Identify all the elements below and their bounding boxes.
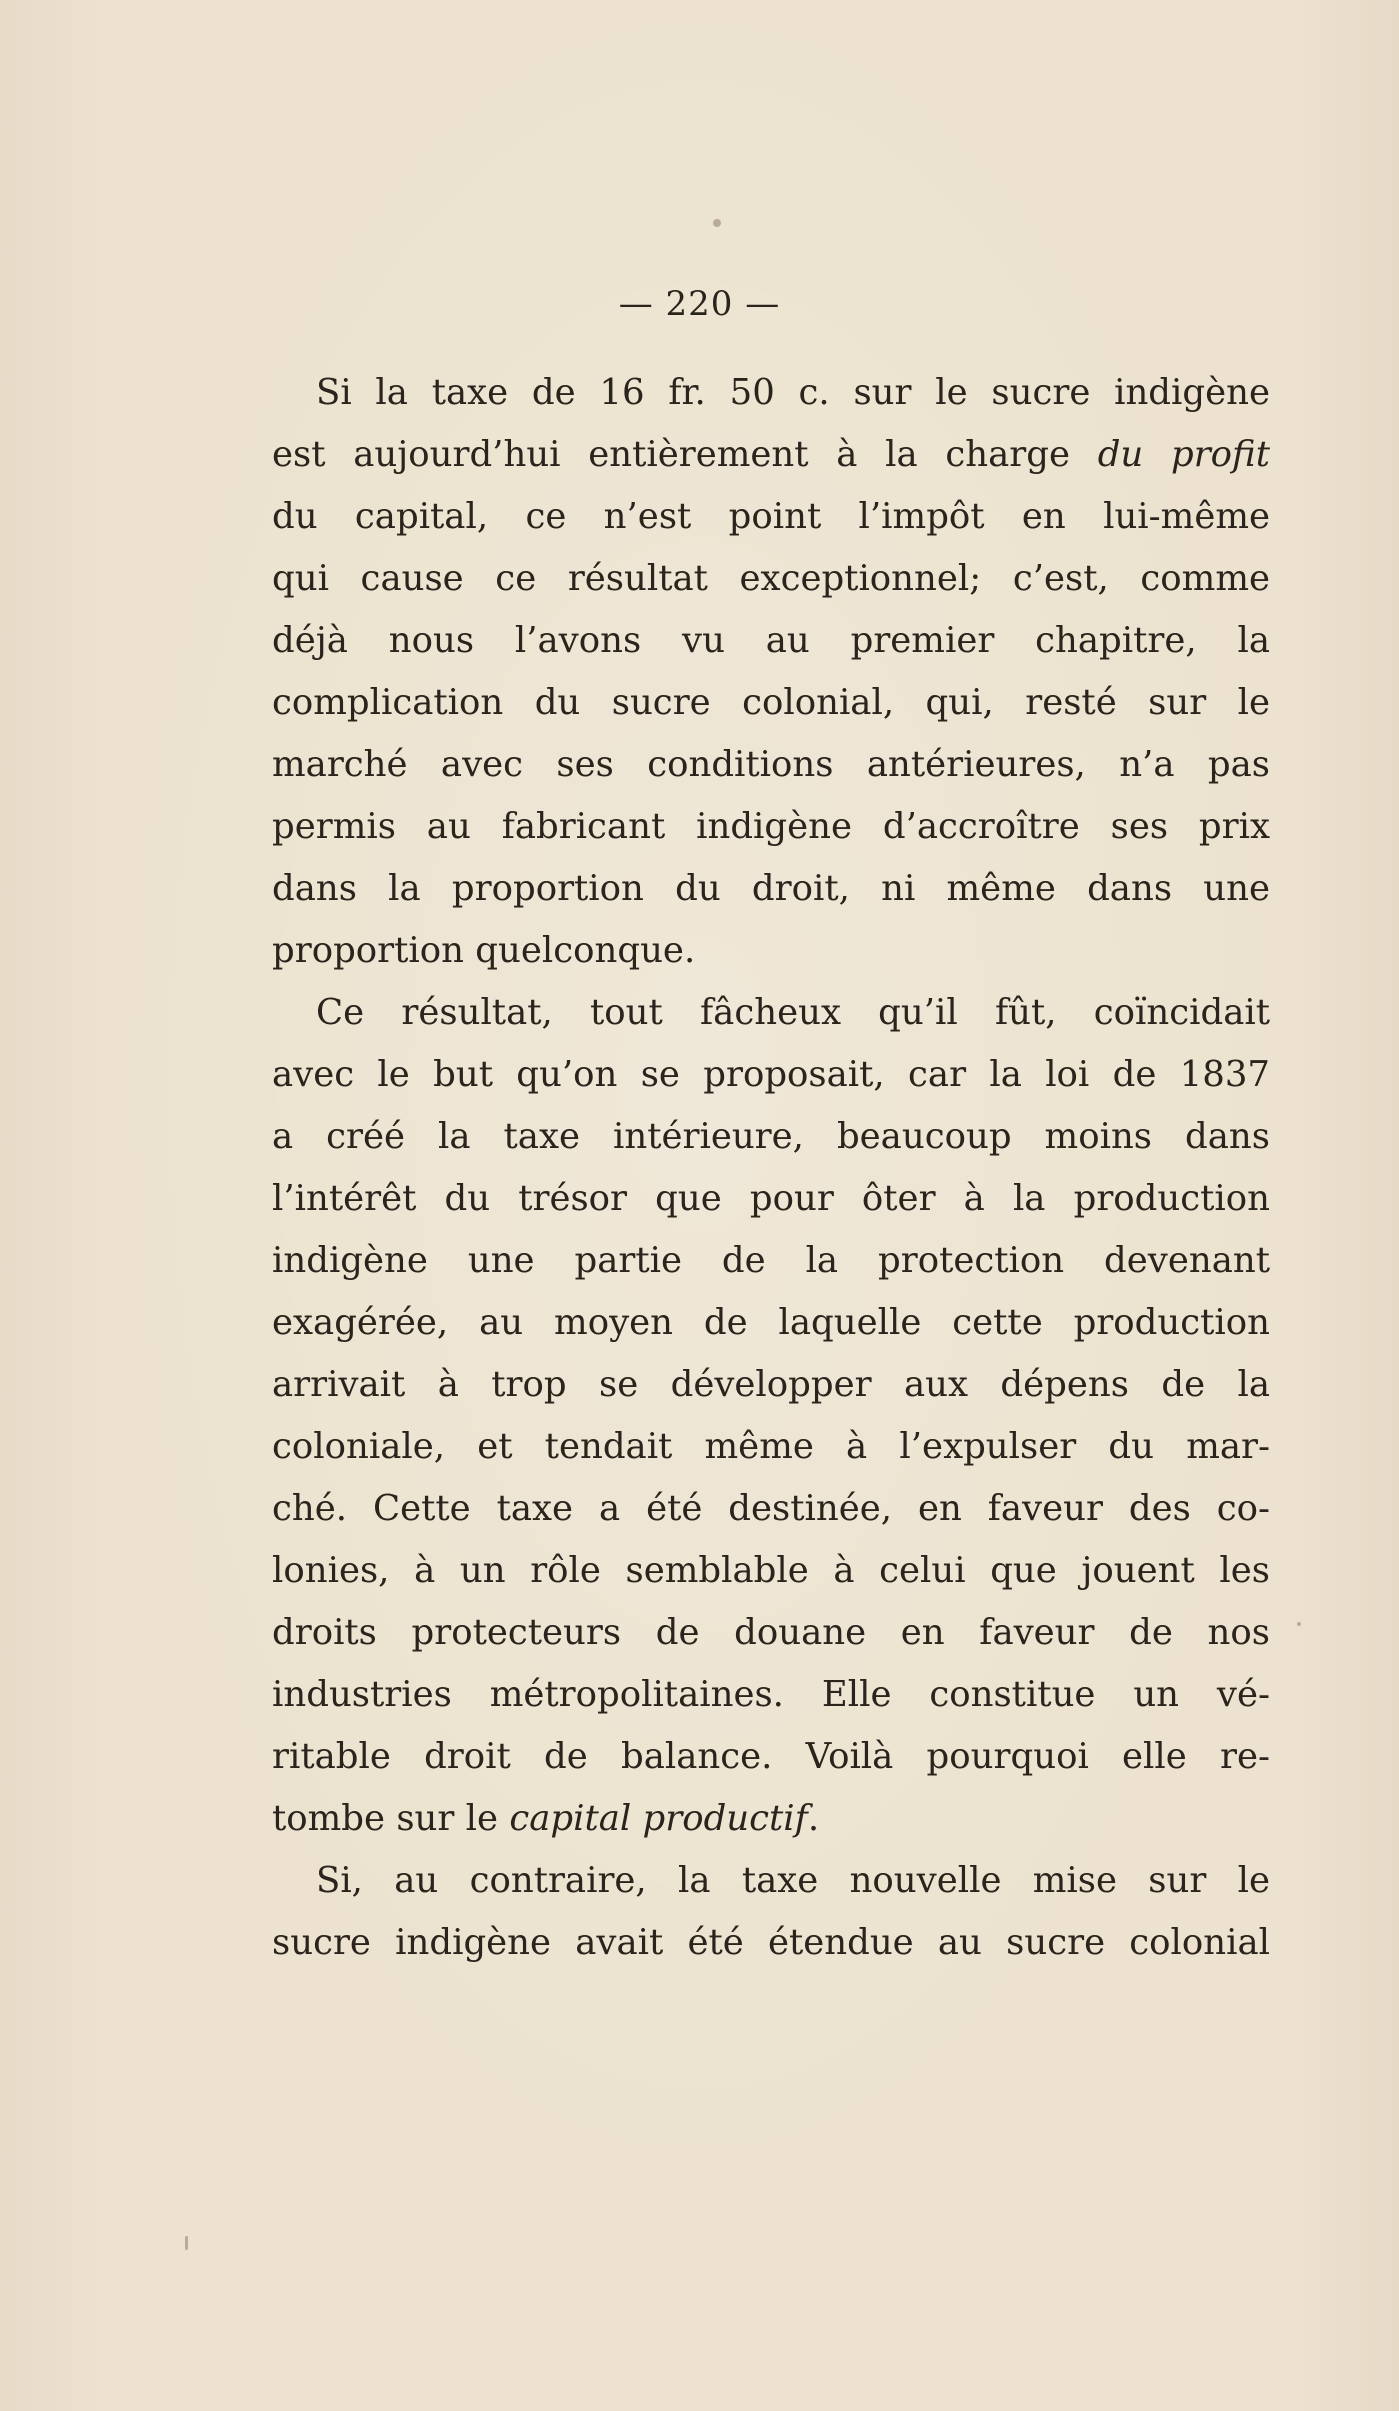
text-segment: déjà nous l’avons vu au premier chapitre, la bbox=[272, 620, 1270, 661]
body-text bbox=[272, 362, 1270, 1974]
text-segment: avec le but qu’on se proposait, car la loi de 1837 bbox=[272, 1054, 1270, 1095]
text-line bbox=[272, 982, 1270, 1044]
text-segment: industries métropolitaines. Elle constitue un vé- bbox=[272, 1674, 1270, 1715]
text-line bbox=[272, 1292, 1270, 1354]
text-segment: dans la proportion du droit, ni même dans une bbox=[272, 868, 1270, 909]
text-segment: Si, au contraire, la taxe nouvelle mise sur le bbox=[316, 1860, 1270, 1901]
text-line bbox=[272, 1354, 1270, 1416]
text-line bbox=[272, 1478, 1270, 1540]
text-segment: ché. Cette taxe a été destinée, en faveur des co- bbox=[272, 1488, 1270, 1529]
text-segment: arrivait à trop se développer aux dépens de la bbox=[272, 1364, 1270, 1405]
text-line bbox=[272, 548, 1270, 610]
text-segment: sucre indigène avait été étendue au sucre colonial bbox=[272, 1922, 1270, 1963]
text-line bbox=[272, 424, 1270, 486]
text-segment: exagérée, au moyen de laquelle cette production bbox=[272, 1302, 1270, 1343]
text-line bbox=[272, 1912, 1270, 1974]
text-segment: tombe sur le bbox=[272, 1798, 510, 1839]
text-segment: droits protecteurs de douane en faveur de nos bbox=[272, 1612, 1270, 1653]
text-line bbox=[272, 734, 1270, 796]
text-segment: est aujourd’hui entièrement à la charge bbox=[272, 434, 1098, 475]
text-line bbox=[272, 1044, 1270, 1106]
text-line bbox=[272, 858, 1270, 920]
text-line bbox=[272, 1850, 1270, 1912]
text-line bbox=[272, 1664, 1270, 1726]
text-segment: a créé la taxe intérieure, beaucoup moins dans bbox=[272, 1116, 1270, 1157]
text-line bbox=[272, 1540, 1270, 1602]
text-line bbox=[272, 1726, 1270, 1788]
paper-speck bbox=[713, 219, 721, 227]
text-line bbox=[272, 1168, 1270, 1230]
text-segment: permis au fabricant indigène d’accroître ses prix bbox=[272, 806, 1270, 847]
text-line bbox=[272, 1788, 1270, 1850]
text-line bbox=[272, 672, 1270, 734]
text-line bbox=[272, 1602, 1270, 1664]
text-line bbox=[272, 920, 1270, 982]
text-segment: indigène une partie de la protection devenant bbox=[272, 1240, 1270, 1281]
text-line bbox=[272, 1106, 1270, 1168]
text-line bbox=[272, 362, 1270, 424]
text-line bbox=[272, 486, 1270, 548]
text-segment: . bbox=[807, 1798, 820, 1839]
text-segment: complication du sucre colonial, qui, resté sur le bbox=[272, 682, 1270, 723]
text-segment: l’intérêt du trésor que pour ôter à la production bbox=[272, 1178, 1270, 1219]
text-segment: qui cause ce résultat exceptionnel; c’est, comme bbox=[272, 558, 1270, 599]
paper-speck bbox=[1297, 1622, 1301, 1626]
text-line bbox=[272, 610, 1270, 672]
text-segment: coloniale, et tendait même à l’expulser du mar- bbox=[272, 1426, 1270, 1467]
text-segment: proportion quelconque. bbox=[272, 930, 696, 971]
text-segment: Ce résultat, tout fâcheux qu’il fût, coïncidait bbox=[316, 992, 1270, 1033]
text-segment: lonies, à un rôle semblable à celui que jouent les bbox=[272, 1550, 1270, 1591]
text-segment: Si la taxe de 16 fr. 50 c. sur le sucre indigène bbox=[316, 372, 1270, 413]
text-segment: marché avec ses conditions antérieures, n’a pas bbox=[272, 744, 1270, 785]
text-segment: du capital, ce n’est point l’impôt en lui-même bbox=[272, 496, 1270, 537]
text-segment: ritable droit de balance. Voilà pourquoi elle re- bbox=[272, 1736, 1270, 1777]
text-line bbox=[272, 1416, 1270, 1478]
paper-speck bbox=[185, 2236, 188, 2250]
italic-text: capital productif bbox=[509, 1798, 808, 1839]
text-line bbox=[272, 796, 1270, 858]
page-number: — 220 — bbox=[618, 284, 781, 324]
text-line bbox=[272, 1230, 1270, 1292]
italic-text: du profit bbox=[1097, 434, 1270, 475]
